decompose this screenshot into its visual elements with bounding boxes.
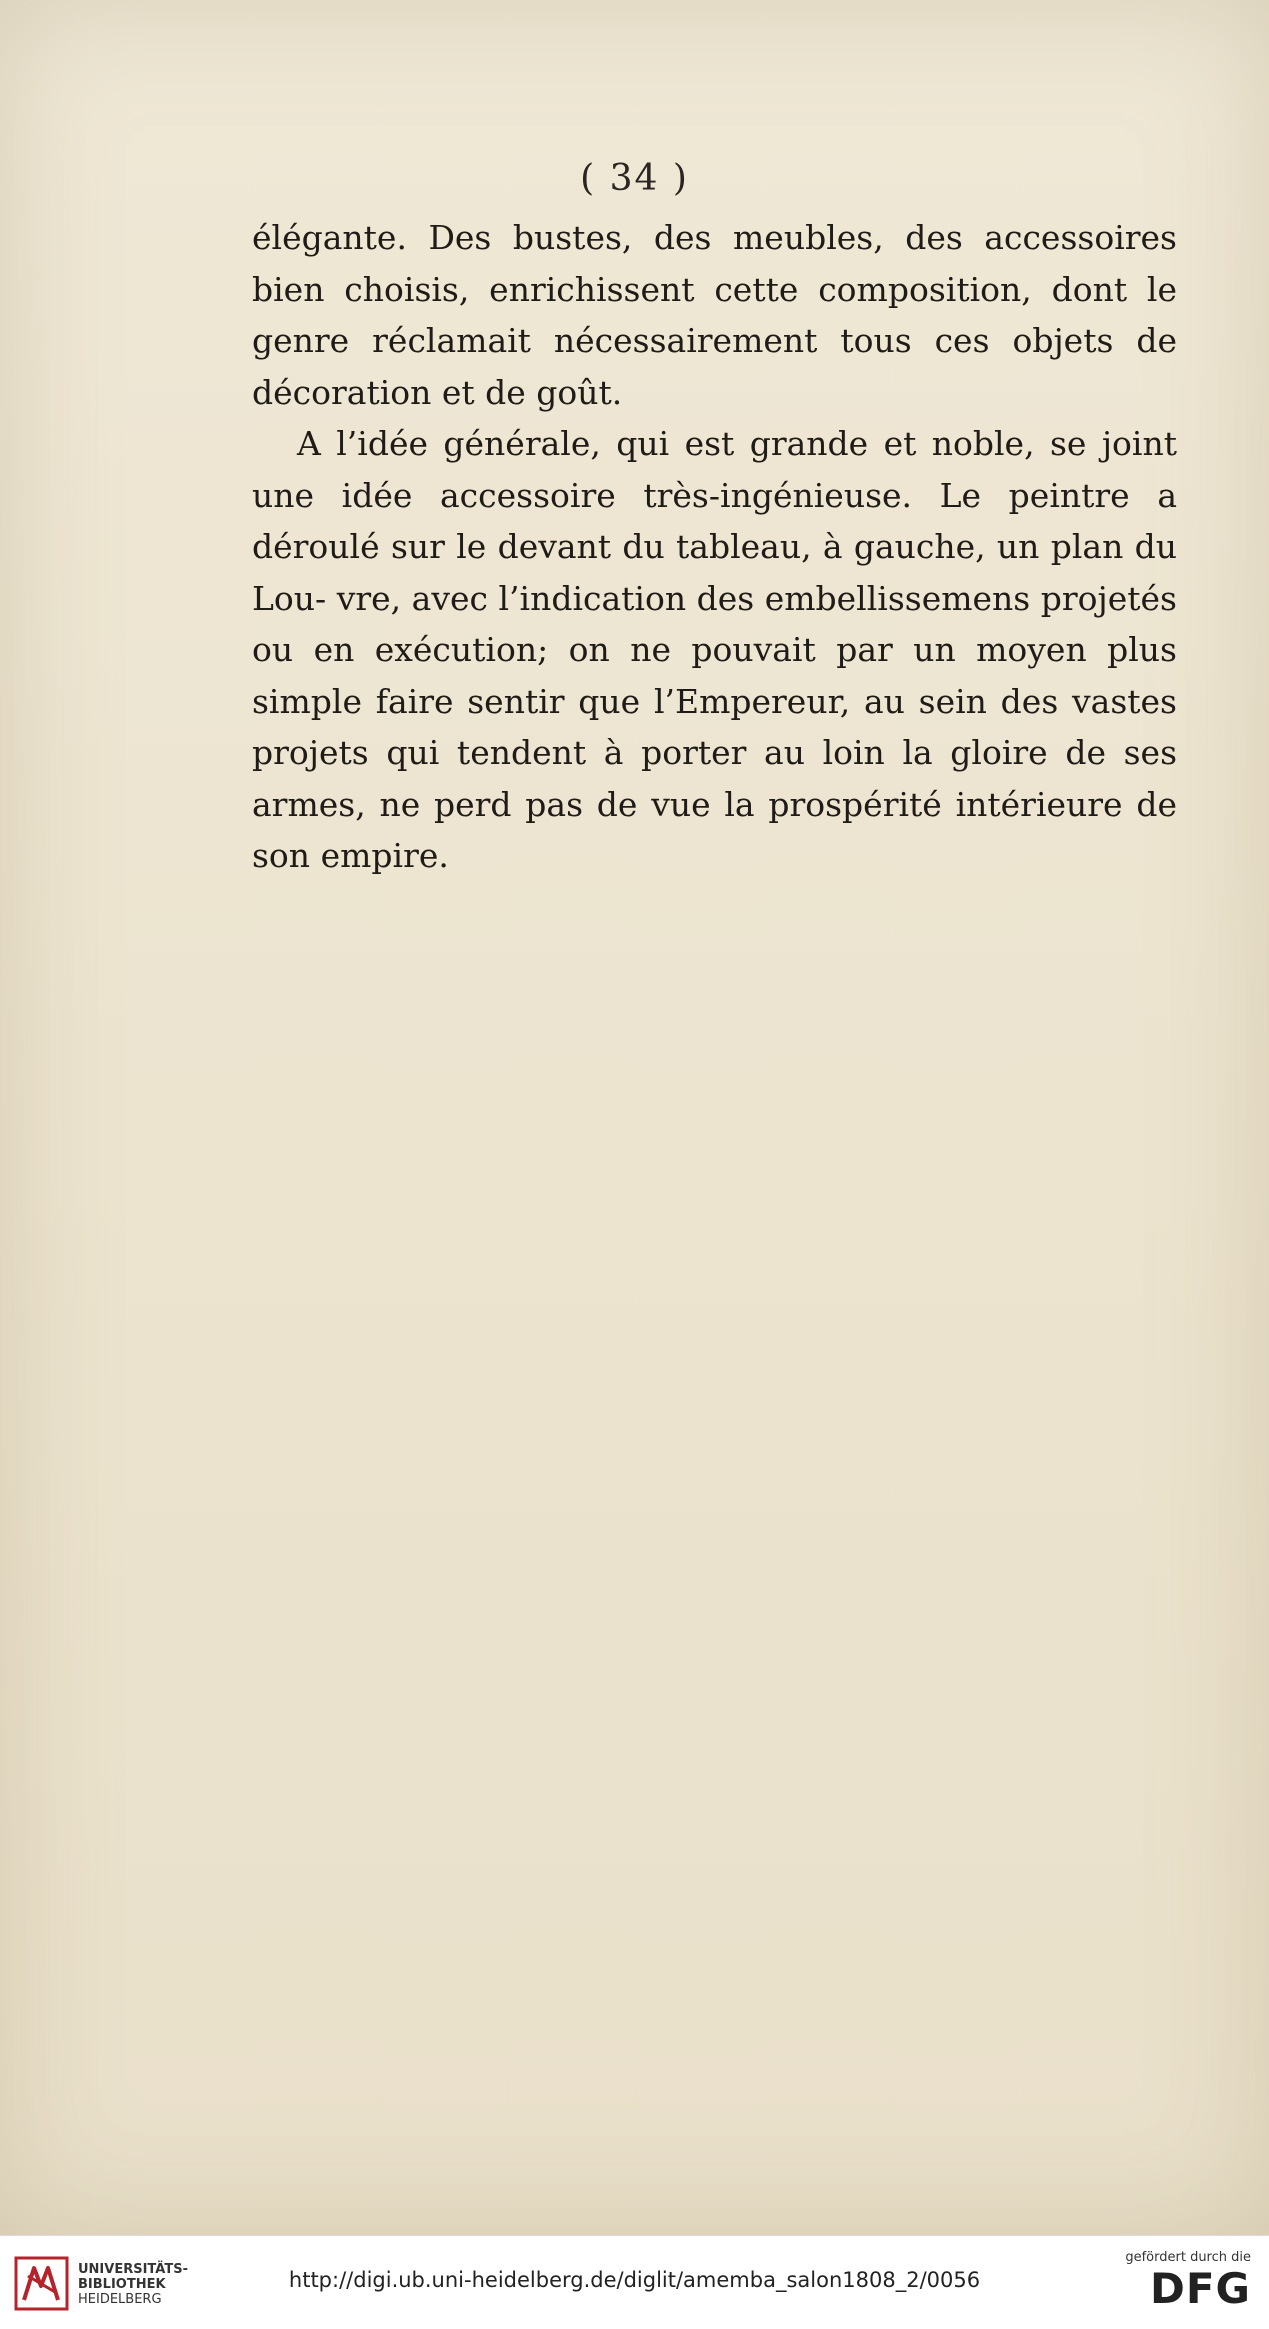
text-line: en exécution; on ne pouvait par un moyen plus simple [252,630,1177,721]
text-line: ne perd pas de vue la prospérité intérieure de son [252,784,1177,875]
text-line: empire. [320,836,449,875]
body-text [252,212,1177,882]
text-line: élégante. Des bustes, des meubles, des accessoires [252,218,1177,257]
text-line: bien choisis, enrichissent cette composition, dont le [252,269,1177,309]
text-line: sur le devant du tableau, à gauche, un plan du Lou- [252,527,1177,618]
dfg-logo: DFG [1149,2264,1251,2313]
paragraph-2 [252,418,1177,882]
text-line: A l’idée générale, qui est grande et noble, se joint [297,424,1177,463]
text-line: qui tendent à porter au loin la gloire de ses armes, [252,733,1178,824]
footer-bar [0,2235,1269,2329]
funding-text: gefördert durch die [1125,2250,1251,2265]
paragraph-1 [252,212,1177,418]
page-number: ( 34 ) [580,158,689,199]
text-line: genre réclamait nécessairement tous ces objets de [252,321,1177,360]
institution-line: HEIDELBERG [78,2292,162,2307]
text-line: faire sentir que l’Empereur, au sein des vastes projets [252,681,1177,772]
institution-line: BIBLIOTHEK [78,2277,166,2292]
text-line: décoration et de goût. [252,372,623,412]
institution-line: UNIVERSITÄTS- [78,2262,188,2277]
source-url[interactable]: http://digi.ub.uni-heidelberg.de/diglit/amemba_salon1808_2/0056 [288,2268,981,2292]
text-line: vre, avec l’indication des embellissemens projetés ou [252,578,1177,669]
text-line: une idée accessoire très-ingénieuse. Le peintre a déroulé [252,475,1177,566]
funding-credit [1111,2250,1251,2311]
